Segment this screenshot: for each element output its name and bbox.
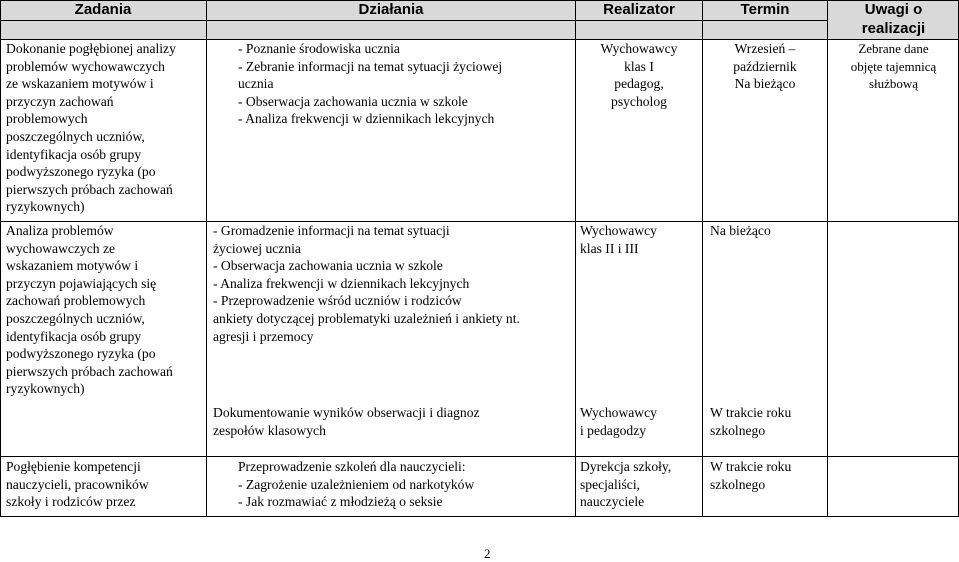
row2-termin-2: W trakcie roku szkolnego [710, 405, 792, 438]
header-termin: Termin [740, 1, 790, 18]
header-dzialania: Działania [358, 1, 424, 18]
row3-dzialania: Przeprowadzenie szkoleń dla nauczycieli: - Zagrożenie uzależnieniem od narkotyków - Jak rozmawiać z młodzieżą o seksie [238, 459, 475, 510]
row2-dzialania-dokumentowanie: Dokumentowanie wyników obserwacji i diagnoz zespołów klasowych [213, 405, 480, 438]
header-zadania: Zadania [74, 1, 132, 18]
column-divider-4 [827, 0, 828, 517]
row2-realizator-2: Wychowawcy i pedagodzy [580, 405, 657, 438]
page-number: 2 [484, 546, 491, 561]
row2-zadanie: Analiza problemów wychowawczych ze wskazaniem motywów i przyczyn pojawiających się zachowań problemowych poszczególnych uczniów, identyfikacja osób grupy podwyższonego ryzyka (po pierwszych próbach zachowań ryzykownych) [6, 223, 173, 397]
header-realizator: Realizator [603, 1, 675, 18]
column-divider-1 [206, 0, 207, 517]
row3-zadanie: Pogłębienie kompetencji nauczycieli, pracowników szkoły i rodziców przez [6, 459, 149, 510]
column-divider-2 [575, 0, 576, 517]
row3-termin: W trakcie roku szkolnego [710, 459, 792, 492]
row2-bottom-border [0, 456, 959, 457]
table-top-border [0, 0, 959, 1]
row3-realizator: Dyrekcja szkoły, specjaliści, nauczyciele [580, 459, 672, 510]
row1-zadanie: Dokonanie pogłębionej analizy problemów wychowawczych ze wskazaniem motywów i przyczyn zachowań problemowych poszczególnych uczniów, identyfikacja osób grupy podwyższonego ryzyka (po pierwszych próbach zachowań ryzykownych) [6, 41, 176, 215]
row2-dzialania: - Gromadzenie informacji na temat sytuacji życiowej ucznia - Obserwacja zachowania ucznia w szkole - Analiza frekwencji w dziennikach lekcyjnych - Przeprowadzenie wśród uczniów i rodziców ankiety dotyczącej problematyki uzależnień i ankiety nt. agresji i przemocy [213, 223, 520, 344]
row1-realizator: Wychowawcy klas I pedagog, psycholog [600, 41, 678, 109]
column-divider-3 [702, 0, 703, 517]
header-uwagi-line2: realizacji [861, 20, 926, 37]
row3-bottom-border [0, 516, 959, 517]
row1-uwagi: Zebrane dane objęte tajemnicą służbową [850, 41, 937, 92]
row2-termin: Na bieżąco [710, 223, 771, 238]
table-left-border [0, 0, 1, 517]
header-separator [0, 20, 828, 21]
header-uwagi-line1: Uwagi o [864, 1, 923, 18]
row2-realizator: Wychowawcy klas II i III [580, 223, 657, 256]
row1-termin: Wrzesień – październik Na bieżąco [733, 41, 797, 92]
row1-dzialania: - Poznanie środowiska ucznia - Zebranie informacji na temat sytuacji życiowej ucznia - Obserwacja zachowania ucznia w szkole - Analiza frekwencji w dziennikach lekcyjnych [238, 41, 503, 127]
